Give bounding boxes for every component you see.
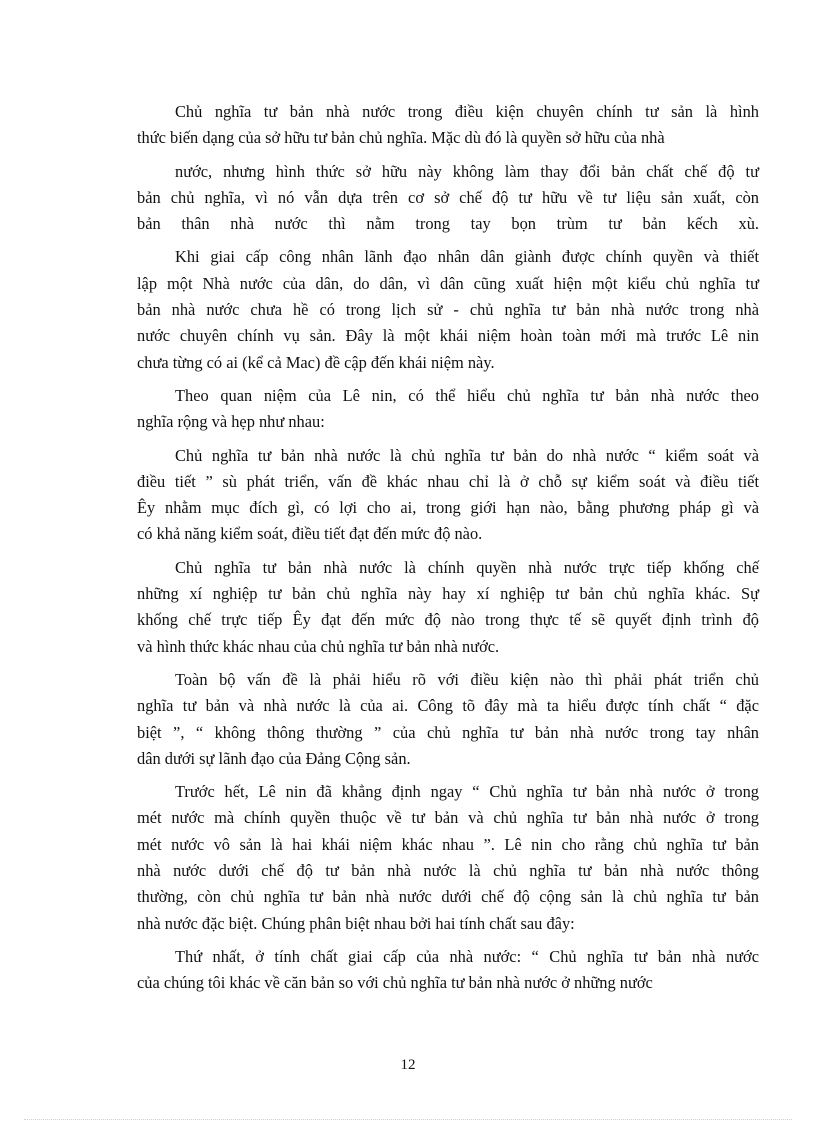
text-line: nhà nước đặc biệt. Chúng phân biệt nhau bởi hai tính chất sau đây:: [137, 913, 575, 933]
text-line: Chủ nghĩa tư bản nhà nước là chính quyền nhà nước trực tiếp khống chế: [175, 557, 759, 577]
paragraph: [137, 383, 759, 436]
text-line: điều tiết ” sù phát triển, vấn đề khác nhau chỉ là ở chỗ sự kiểm soát và điều tiết: [137, 471, 759, 491]
document-body: [137, 99, 759, 1004]
text-line: có khả năng kiểm soát, điều tiết đạt đến mức độ nào.: [137, 524, 483, 544]
text-line: những xí nghiệp tư bản chủ nghĩa này hay xí nghiệp tư bản chủ nghĩa khác. Sự: [137, 584, 759, 604]
paragraph: [137, 944, 759, 997]
text-line: Trước hết, Lê nin đã khẳng định ngay “ Chủ nghĩa tư bản nhà nước ở trong: [175, 782, 759, 802]
text-line: bản thân nhà nước thì nằm trong tay bọn trùm tư bản kếch xù.: [137, 214, 759, 234]
text-line: Theo quan niệm của Lê nin, có thể hiểu chủ nghĩa tư bản nhà nước theo: [175, 385, 759, 405]
page-bottom-divider: [24, 1119, 792, 1120]
text-line: nghĩa tư bản và nhà nước là của ai. Công tõ đây mà ta hiểu được tính chất “ đặc: [137, 696, 759, 716]
text-line: nghĩa rộng và hẹp như nhau:: [137, 412, 325, 432]
text-line: chưa từng có ai (kể cả Mac) đề cập đến khái niệm này.: [137, 352, 495, 372]
paragraph: [137, 99, 759, 152]
text-line: thường, còn chủ nghĩa tư bản nhà nước dưới chế độ cộng sản là chủ nghĩa tư bản: [137, 887, 759, 907]
text-line: Khi giai cấp công nhân lãnh đạo nhân dân giành được chính quyền và thiết: [175, 247, 759, 267]
paragraph: [137, 667, 759, 772]
text-line: bản nhà nước chưa hề có trong lịch sử - chủ nghĩa tư bản nhà nước trong nhà: [137, 300, 759, 320]
text-line: biệt ”, “ không thông thường ” của chủ nghĩa tư bản nhà nước trong tay nhân: [137, 722, 759, 742]
paragraph: [137, 555, 759, 660]
paragraph: [137, 779, 759, 937]
paragraph: [137, 244, 759, 375]
text-line: nhà nước dưới chế độ tư bản nhà nước là chủ nghĩa tư bản nhà nước thông: [137, 861, 759, 881]
text-line: của chúng tôi khác về căn bản so với chủ nghĩa tư bản nhà nước ở những nước: [137, 973, 653, 993]
text-line: Chủ nghĩa tư bản nhà nước là chủ nghĩa tư bản do nhà nước “ kiểm soát và: [175, 445, 759, 465]
text-line: nước chuyên chính vụ sản. Đây là một khái niệm hoàn toàn mới mà trước Lê nin: [137, 326, 759, 346]
text-line: khống chế trực tiếp Êy đạt đến mức độ nào trong thực tế sẽ quyết định trình độ: [137, 610, 759, 630]
text-line: Thứ nhất, ở tính chất giai cấp của nhà nước: “ Chủ nghĩa tư bản nhà nước: [175, 946, 759, 966]
text-line: Êy nhằm mục đích gì, có lợi cho ai, trong giới hạn nào, bằng phương pháp gì và: [137, 498, 759, 518]
text-line: mét nước vô sản là hai khái niệm khác nhau ”. Lê nin cho rằng chủ nghĩa tư bản: [137, 834, 759, 854]
page-number: 12: [400, 1057, 416, 1073]
text-line: bản chủ nghĩa, vì nó vẫn dựa trên cơ sở chế độ tư hữu về tư liệu sản xuất, còn: [137, 187, 759, 207]
paragraph: [137, 443, 759, 548]
text-line: dân dưới sự lãnh đạo của Đảng Cộng sản.: [137, 748, 411, 768]
text-line: nước, nhưng hình thức sở hữu này không làm thay đổi bản chất chế độ tư: [175, 161, 759, 181]
text-line: và hình thức khác nhau của chủ nghĩa tư bản nhà nước.: [137, 636, 500, 656]
text-line: Toàn bộ vấn đề là phải hiểu rõ với điều kiện nào thì phải phát triển chủ: [175, 669, 759, 689]
text-line: thức biến dạng của sở hữu tư bản chủ nghĩa. Mặc dù đó là quyền sở hữu của nhà: [137, 128, 665, 148]
text-line: Chủ nghĩa tư bản nhà nước trong điều kiện chuyên chính tư sản là hình: [175, 102, 759, 121]
paragraph: [137, 159, 759, 238]
text-line: lập một Nhà nước của dân, do dân, vì dân cũng xuất hiện một kiểu chủ nghĩa tư: [137, 273, 759, 293]
text-line: mét nước mà chính quyền thuộc về tư bản và chủ nghĩa tư bản nhà nước ở trong: [137, 808, 759, 828]
